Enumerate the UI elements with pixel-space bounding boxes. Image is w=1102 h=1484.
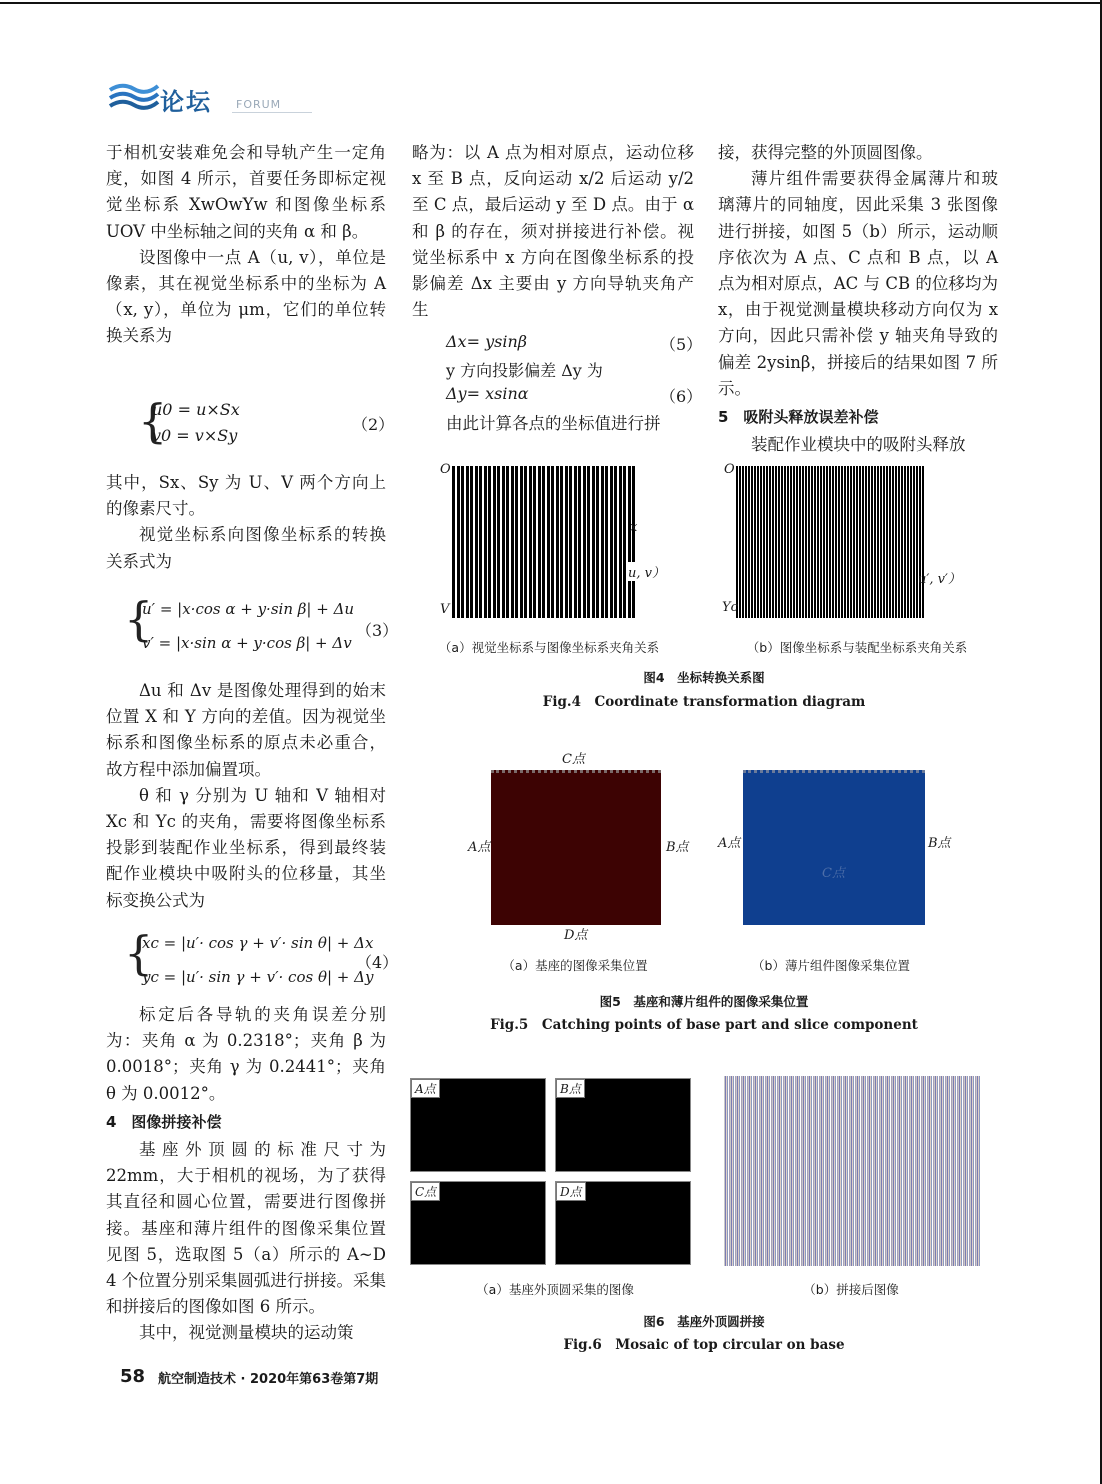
top-rule bbox=[0, 2, 1102, 4]
eq2-line-b: v0 = v×Sy bbox=[152, 426, 238, 445]
eq4-number: （4） bbox=[356, 953, 399, 972]
col1-paragraph-6: θ 和 γ 分别为 U 轴和 V 轴相对 Xc 和 Yc 的夹角，需要将图像坐标系投影到装配作业坐标系，得到最终装配作业模块中吸附头的位移量，其坐标变换公式为 bbox=[106, 785, 386, 910]
fig6a-label-c: C点 bbox=[411, 1182, 440, 1201]
fig4a-point-label: u, v） bbox=[628, 562, 665, 581]
fig6-title-en: Fig.6 Mosaic of top circular on base bbox=[563, 1337, 845, 1353]
eq5-number: （5） bbox=[660, 335, 703, 354]
fig5a-base-image bbox=[491, 770, 661, 925]
eq3-brace: { bbox=[124, 592, 154, 646]
fig4b-image bbox=[736, 466, 924, 618]
col2-paragraph-1: 略为：以 A 点为相对原点，运动位移 x 至 B 点，反向运动 x/2 后运动 y/2 至 C 点，最后运动 y 至 D 点。由于 α 和 β 的存在，须对拼接进行补偿。视觉坐标系中 x 方向在图像坐标系的投影偏差 Δx 主要由 y 方向导轨夹角产生 bbox=[412, 143, 694, 320]
column-1-lower bbox=[106, 678, 386, 914]
eq4-line-b: yc = |u′· sin γ + v′· cos θ| + Δy bbox=[142, 968, 374, 986]
fig4b-axis-label: Yc bbox=[722, 600, 738, 615]
eq2-number: （2） bbox=[352, 415, 395, 434]
fig4b-caption: （b）图像坐标系与装配坐标系夹角关系 bbox=[746, 640, 968, 655]
col2-paragraph-3: 由此计算各点的坐标值进行拼 bbox=[446, 414, 661, 433]
eq4-brace: { bbox=[124, 926, 154, 980]
fig5b-right-label: B点 bbox=[928, 836, 951, 851]
fig6a-caption: （a）基座外顶圆采集的图像 bbox=[476, 1282, 634, 1297]
fig4b-origin-label: O bbox=[724, 462, 735, 477]
col1-paragraph-8: 基座外顶圆的标准尺寸为 22mm，大于相机的视场，为了获得其直径和圆心位置，需要进行图像拼接。基座和薄片组件的图像采集位置见图 5，选取图 5（a）所示的 A~D 4 个位置分别采集圆弧进行拼接。采集和拼接后的图像如图 6 所示。 bbox=[106, 1140, 386, 1317]
fig6b-caption: （b）拼接后图像 bbox=[803, 1282, 899, 1297]
fig6a-label-a: A点 bbox=[411, 1079, 440, 1098]
fig4a-caption: （a）视觉坐标系与图像坐标系夹角关系 bbox=[438, 640, 660, 655]
col1-paragraph-4: 视觉坐标系向图像坐标系的转换关系式为 bbox=[106, 525, 386, 571]
column-3 bbox=[718, 140, 998, 458]
fig6a-label-b: B点 bbox=[556, 1079, 585, 1098]
fig6-title-cn: 图6 基座外顶圆拼接 bbox=[643, 1314, 765, 1329]
fig5-title-en: Fig.5 Catching points of base part and slice component bbox=[490, 1017, 918, 1033]
header-rule bbox=[232, 112, 312, 113]
col1-paragraph-9: 其中，视觉测量模块的运动策 bbox=[139, 1323, 354, 1343]
fig4a-origin-label: O bbox=[440, 462, 451, 477]
wave-logo-icon bbox=[108, 80, 160, 114]
fig4b-point-label: u′, v′） bbox=[918, 572, 961, 587]
fig5-title-cn: 图5 基座和薄片组件的图像采集位置 bbox=[599, 994, 809, 1009]
fig4a-x-label: x bbox=[630, 520, 638, 535]
fig6b-mosaic-image bbox=[724, 1076, 980, 1266]
fig4a-axis-label: V bbox=[440, 602, 450, 617]
fig5b-caption: （b）薄片组件图像采集位置 bbox=[752, 958, 910, 973]
column-2 bbox=[412, 140, 694, 323]
section-4-heading: 4 图像拼接补偿 bbox=[106, 1112, 222, 1131]
eq6: Δy= xsinα bbox=[446, 384, 529, 403]
header-title: 论坛 bbox=[160, 88, 212, 116]
fig5a-caption: （a）基座的图像采集位置 bbox=[502, 958, 648, 973]
section-5-heading: 5 吸附头释放误差补偿 bbox=[718, 408, 879, 427]
eq5: Δx= ysinβ bbox=[446, 332, 527, 351]
fig5a-left-label: A点 bbox=[468, 840, 491, 855]
fig4-title-cn: 图4 坐标转换关系图 bbox=[643, 670, 765, 685]
header-subtitle: FORUM bbox=[236, 98, 282, 111]
fig5a-bottom-label: D点 bbox=[564, 928, 588, 943]
eq3-line-a: u′ = |x·cos α + y·sin β| + Δu bbox=[142, 600, 355, 618]
col1-paragraph-7: 标定后各导轨的夹角误差分别为：夹角 α 为 0.2318°；夹角 β 为 0.0018°；夹角 γ 为 0.2441°；夹角 θ 为 0.0012°。 bbox=[106, 1005, 386, 1103]
column-1-mid bbox=[106, 470, 386, 575]
column-1-bottom bbox=[106, 1002, 386, 1347]
fig5a-top-label: C点 bbox=[562, 752, 585, 767]
col1-paragraph-1: 于相机安装难免会和导轨产生一定角度，如图 4 所示，首要任务即标定视觉坐标系 XwOwYw 和图像坐标系 UOV 中坐标轴之间的夹角 α 和 β。 bbox=[106, 143, 386, 241]
fig5b-slice-image bbox=[743, 770, 925, 925]
col1-paragraph-2: 设图像中一点 A（u, v），单位是像素，其在视觉坐标系中的坐标为 A（x, y），单位为 μm，它们的单位转换关系为 bbox=[106, 247, 386, 346]
page-number: 58 bbox=[120, 1366, 146, 1387]
col3-paragraph-1: 接，获得完整的外顶圆图像。 bbox=[718, 143, 933, 162]
fig4a-image bbox=[452, 466, 636, 618]
eq3-number: （3） bbox=[356, 621, 399, 640]
fig4-title-en: Fig.4 Coordinate transformation diagram bbox=[542, 694, 866, 710]
col3-paragraph-2: 薄片组件需要获得金属薄片和玻璃薄片的同轴度，因此采集 3 张图像进行拼接，如图 5（b）所示，运动顺序依次为 A 点、C 点和 B 点，以 A 点为相对原点，AC 与 CB 的位移均为 x，由于视觉测量模块移动方向仅为 x 方向，因此只需补偿 y 轴夹角导致的偏差 2ysinβ，拼接后的结果如图 7 所示。 bbox=[718, 169, 998, 398]
fig5a-right-label: B点 bbox=[666, 840, 689, 855]
forum-logo bbox=[108, 80, 318, 120]
column-1-top bbox=[106, 140, 386, 350]
eq6-number: （6） bbox=[660, 387, 703, 406]
eq4-line-a: xc = |u′· cos γ + v′· sin θ| + Δx bbox=[142, 934, 374, 952]
eq2-brace: { bbox=[138, 394, 168, 448]
col1-paragraph-5: Δu 和 Δv 是图像处理得到的始末位置 X 和 Y 方向的差值。因为视觉坐标系和图像坐标系的原点未必重合，故方程中添加偏置项。 bbox=[106, 681, 386, 779]
col1-paragraph-3: 其中，Sx、Sy 为 U、V 两个方向上的像素尺寸。 bbox=[106, 473, 386, 519]
fig5b-center-label: C点 bbox=[822, 866, 845, 881]
col2-paragraph-2: y 方向投影偏差 Δy 为 bbox=[446, 361, 603, 380]
fig6a-label-d: D点 bbox=[556, 1182, 586, 1201]
eq3-line-b: v′ = |x·sin α + y·cos β| + Δv bbox=[142, 634, 352, 652]
fig5b-left-label: A点 bbox=[718, 836, 741, 851]
col3-paragraph-3: 装配作业模块中的吸附头释放 bbox=[751, 435, 966, 455]
journal-name: 航空制造技术 · 2020年第63卷第7期 bbox=[158, 1372, 379, 1387]
eq2-line-a: u0 = u×Sx bbox=[152, 400, 240, 419]
